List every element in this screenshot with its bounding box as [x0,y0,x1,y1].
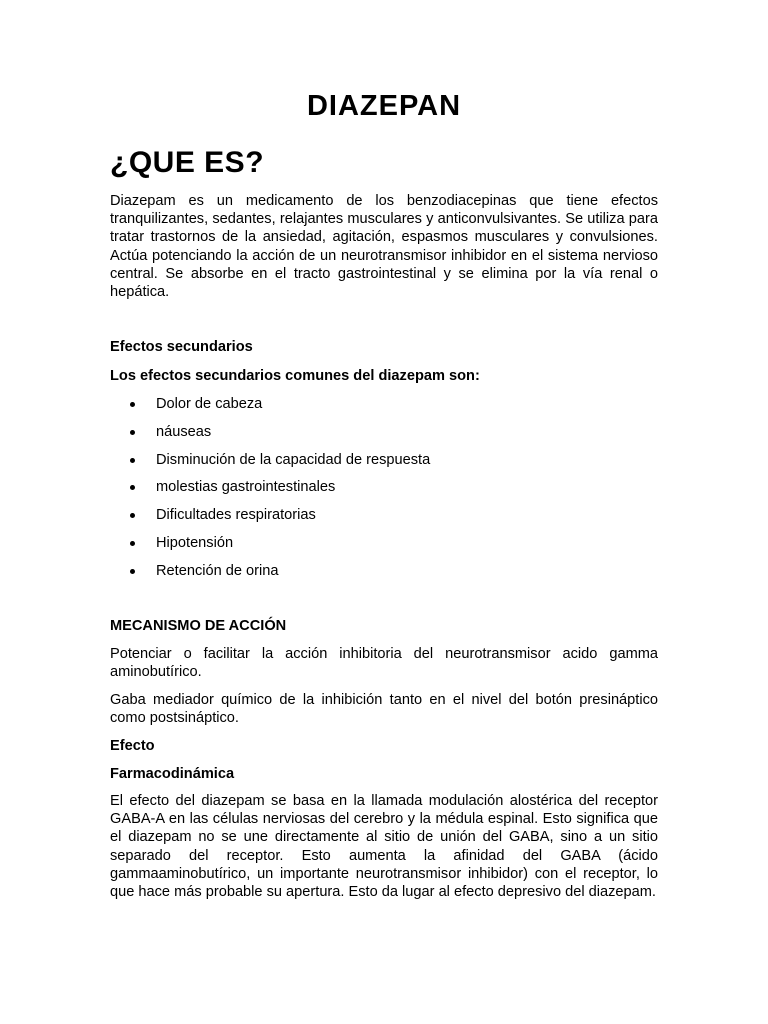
bullet-icon [130,541,135,546]
bullet-icon [130,430,135,435]
bullet-icon [130,569,135,574]
bullet-icon [130,458,135,463]
list-item: Dificultades respiratorias [110,506,658,534]
side-effects-heading: Efectos secundarios [110,339,253,355]
effect-heading: Efecto [110,738,155,754]
effect-section [110,737,658,755]
effect-paragraph: El efecto del diazepam se basa en la llamada modulación alostérica del receptor GABA-A en las células nerviosas del cerebro y la médula espinal. Esto significa que el diazepam no se une directamente al sitio de unión del GABA, sino a un sitio separado del receptor. Esto aumenta la afinidad del GABA (ácido gammaaminobutírico, un importante neurotransmisor inhibidor) con el receptor, lo que hace más probable su apertura. Esto da lugar al efecto depresivo del diazepam. [110,793,658,901]
list-item: náuseas [110,423,658,451]
side-effects-list [110,395,658,590]
pharmacodynamics-heading-block [110,765,658,783]
mechanism-heading: MECANISMO DE ACCIÓN [110,618,287,634]
list-item: Dolor de cabeza [110,395,658,423]
section-heading-que-es: ¿QUE ES? [110,146,265,179]
bullet-icon [130,513,135,518]
list-item: Hipotensión [110,534,658,562]
side-effects-lead-block [110,367,658,385]
bullet-icon [130,485,135,490]
bullet-icon [130,402,135,407]
mechanism-paragraph-2: Gaba mediador químico de la inhibición tanto en el nivel del botón presináptico como postsináptico. [110,692,658,727]
pharmacodynamics-heading: Farmacodinámica [110,766,235,782]
mechanism-p2-block [110,691,658,727]
mechanism-section [110,617,658,635]
intro-paragraph: Diazepam es un medicamento de los benzodiacepinas que tiene efectos tranquilizantes, sedantes, relajantes musculares y anticonvulsivantes. Se utiliza para tratar trastornos de la ansiedad, agitación, espasmos musculares y convulsiones. Actúa potenciando la acción de un neurotransmisor inhibidor en el sistema nervioso central. Se absorbe en el tracto gastrointestinal y se elimina por la vía renal o hepática. [110,193,658,301]
side-effects-lead: Los efectos secundarios comunes del diazepam son: [110,368,480,384]
intro-section [110,192,658,301]
document-title: DIAZEPAN [306,90,462,122]
effect-p1-block [110,792,658,901]
mechanism-p1-block [110,645,658,681]
list-item: Disminución de la capacidad de respuesta [110,451,658,479]
list-item: molestias gastrointestinales [110,478,658,506]
list-item: Retención de orina [110,562,658,590]
side-effects-section [110,338,658,356]
side-effects-list-block [110,395,658,590]
mechanism-paragraph-1: Potenciar o facilitar la acción inhibitoria del neurotransmisor acido gamma aminobutírico. [110,646,658,681]
